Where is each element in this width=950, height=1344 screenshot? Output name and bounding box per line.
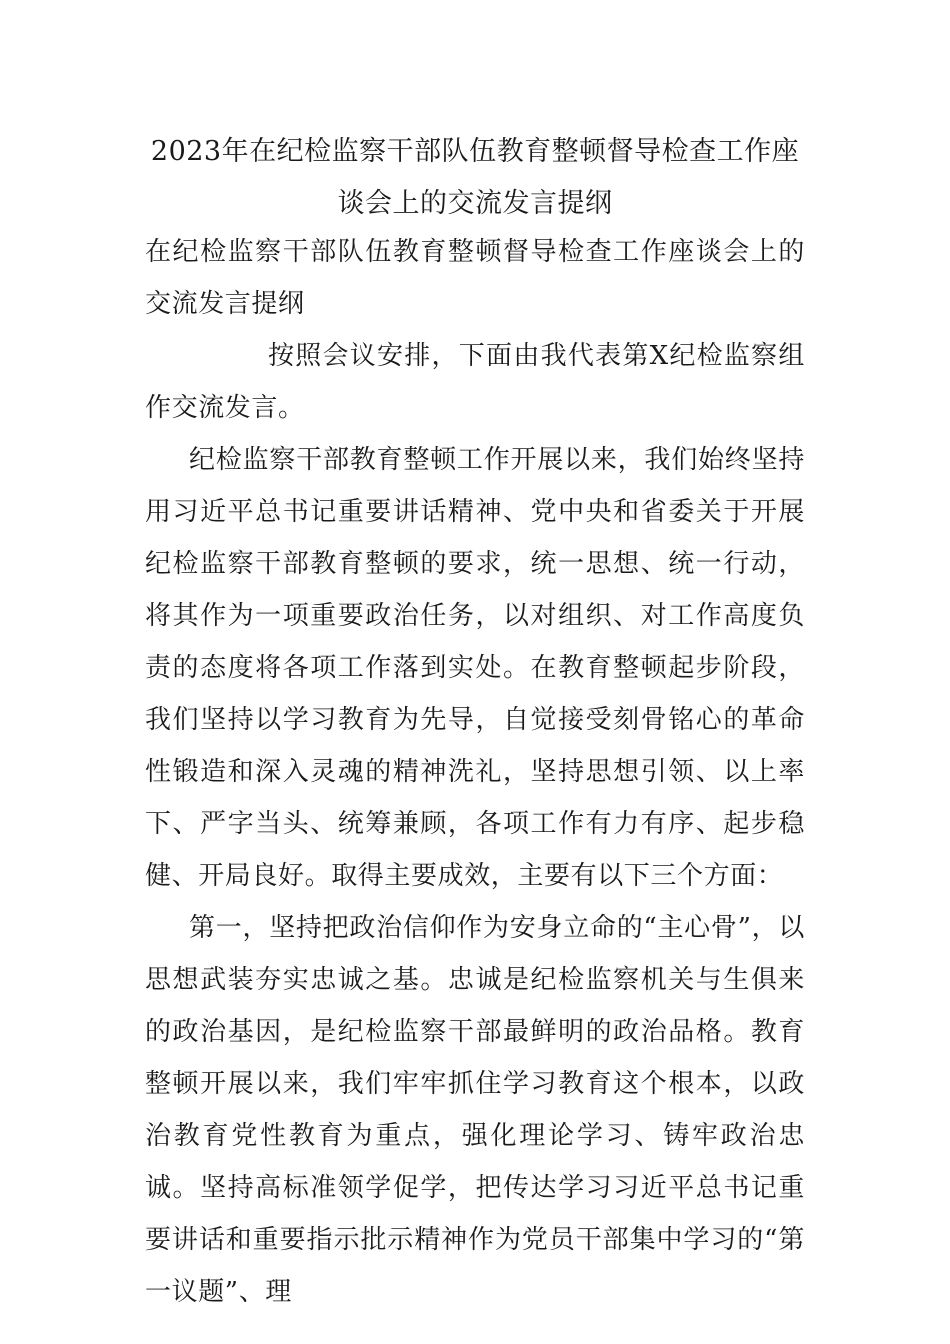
body-paragraph-intro: 纪检监察干部教育整顿工作开展以来，我们始终坚持用习近平总书记重要讲话精神、党中央和省委关于开展纪检监察干部教育整顿的要求，统一思想、统一行动，将其作为一项重要政治任务，以对组织、对工作高度负责的态度将各项工作落到实处。在教育整顿起步阶段，我们坚持以学习教育为先导，自觉接受刻骨铭心的革命性锻造和深入灵魂的精神洗礼，坚持思想引领、以上率下、严字当头、统筹兼顾，各项工作有力有序、起步稳健、开局良好。取得主要成效，主要有以下三个方面：: [145, 445, 805, 891]
document-body: [145, 226, 805, 1318]
subtitle-paragraph: 在纪检监察干部队伍教育整顿督导检查工作座谈会上的交流发言提纲: [145, 237, 805, 319]
document-title: 2023年在纪检监察干部队伍教育整顿督导检查工作座谈会上的交流发言提纲: [150, 136, 800, 219]
opening-paragraph: 按照会议安排，下面由我代表第X纪检监察组作交流发言。: [145, 341, 805, 423]
body-paragraph-first-point: 第一，坚持把政治信仰作为安身立命的“主心骨”，以思想武装夯实忠诚之基。忠诚是纪检监察机关与生俱来的政治基因，是纪检监察干部最鲜明的政治品格。教育整顿开展以来，我们牢牢抓住学习教育这个根本，以政治教育党性教育为重点，强化理论学习、铸牢政治忠诚。坚持高标准领学促学，把传达学习习近平总书记重要讲话和重要指示批示精神作为党员干部集中学习的“第一议题”、理: [145, 913, 805, 1307]
